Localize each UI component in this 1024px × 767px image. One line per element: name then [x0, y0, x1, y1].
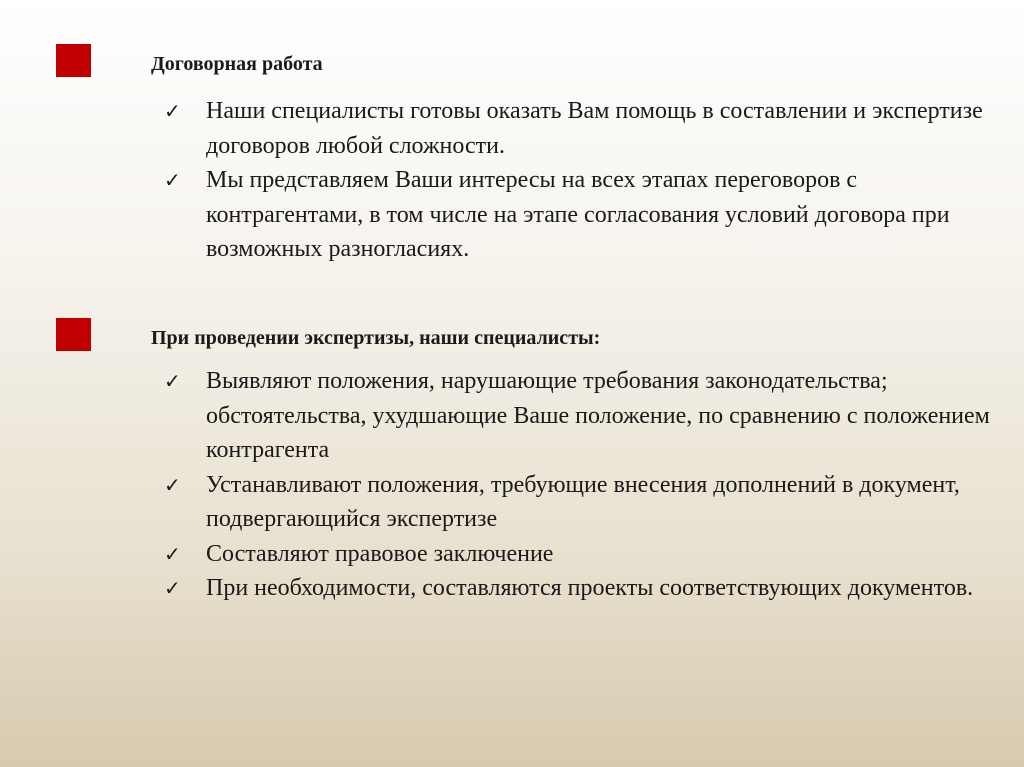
- checkmark-icon: ✓: [164, 168, 181, 192]
- red-square-icon: [56, 44, 91, 77]
- list-item: [164, 571, 994, 606]
- list-item-text: При необходимости, составляются проекты соответствующих документов.: [206, 575, 974, 601]
- section-heading: Договорная работа: [151, 53, 323, 75]
- checkmark-icon: ✓: [164, 541, 181, 566]
- list-item: [164, 537, 994, 572]
- list-item-text: Наши специалисты готовы оказать Вам помощь в составлении и экспертизе договоров любой сложности.: [206, 98, 983, 159]
- list-item: [164, 163, 994, 267]
- section-heading: При проведении экспертизы, наши специалисты:: [151, 327, 601, 349]
- bullet-list: [164, 94, 994, 267]
- list-item: [164, 468, 994, 537]
- list-item-text: Мы представляем Ваши интересы на всех этапах переговоров с контрагентами, в том числе на этапе согласования условий договора при возможных разногласиях.: [206, 167, 950, 262]
- list-item-text: Выявляют положения, нарушающие требования законодательства; обстоятельства, ухудшающие Ваше положение, по сравнению с положением контрагента: [206, 368, 990, 463]
- checkmark-icon: ✓: [164, 472, 181, 497]
- red-square-icon: [56, 318, 91, 351]
- list-item-text: Составляют правовое заключение: [206, 540, 554, 567]
- bullet-list: [164, 364, 994, 606]
- checkmark-icon: ✓: [164, 576, 181, 600]
- checkmark-icon: ✓: [164, 369, 181, 393]
- list-item: [164, 94, 994, 163]
- list-item-text: Устанавливают положения, требующие внесения дополнений в документ, подвергающийся экспертизе: [206, 471, 960, 532]
- checkmark-icon: ✓: [164, 99, 181, 123]
- list-item: [164, 364, 994, 468]
